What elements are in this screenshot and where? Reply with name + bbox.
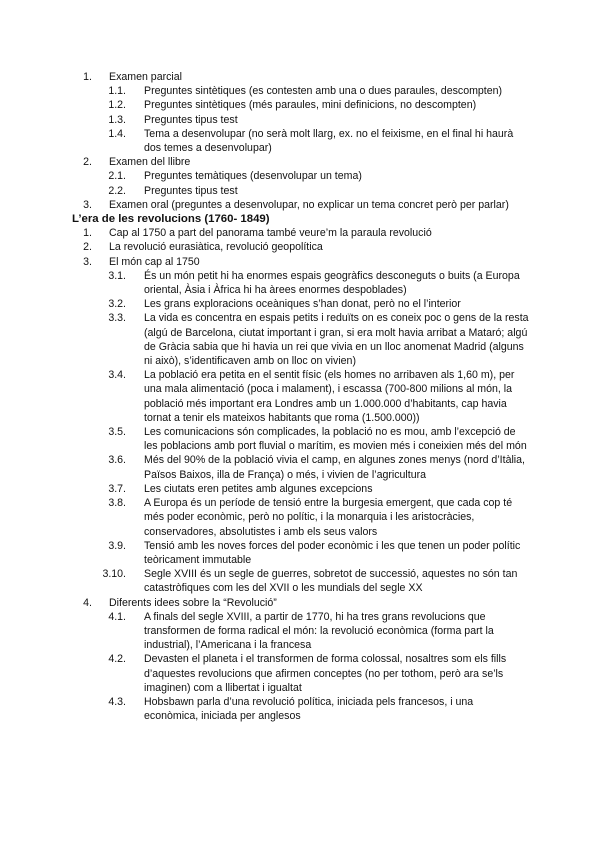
list-item-number: 4. [83,596,92,609]
list-item-text: El món cap al 1750 [109,255,200,268]
list-item [0,596,600,610]
sub-list-item [0,84,600,98]
sub-list-item-number: 4.3. [108,695,126,708]
sub-list-item [0,368,600,425]
sub-list-item [0,652,600,695]
sub-list-item-number: 3.3. [108,312,126,325]
revolutions-notes-list [0,226,600,723]
sub-list-item-number: 3.7. [108,482,126,495]
sub-list-item [0,113,600,127]
sub-list-item-text: Les ciutats eren petites amb algunes excepcions [144,482,373,495]
list-item-number: 1. [83,227,92,240]
list-item-text: Examen parcial [109,71,183,83]
sub-list-item-number: 1.4. [108,127,126,140]
sub-list-item-text: És un món petit hi ha enormes espais geogràfics desconeguts o buits (a Europa oriental, Àsia i Àfrica hi ha àrees enormes despoblades) [144,269,520,297]
sub-list-item-number: 2.1. [108,170,126,183]
sub-list-item-text: La població era petita en el sentit físic (els homes no arribaven als 1,60 m), per una mala alimentació (poca i malament), i escassa (700-800 milions al món, la població més important era Londres amb un 1.000.000 d’habitants, cap havia tornat a tenir els mateixos habitants que roma (1.500.000)) [144,369,515,424]
list-item-number: 3. [83,255,92,268]
sub-list-item [0,539,600,567]
sub-list-item-text: Hobsbawn parla d’una revolució política, iniciada pels francesos, i una econòmica, iniciada per anglesos [144,695,474,723]
sub-list-item [0,127,600,155]
sub-list-item [0,98,600,112]
list-item-text: Cap al 1750 a part del panorama també veure’m la paraula revolució [109,227,432,240]
sub-list-item-number: 2.2. [108,184,126,197]
sub-list-item [0,297,600,311]
list-item-number: 3. [83,198,92,211]
sub-list-item [0,496,600,539]
sub-list-item [0,269,600,297]
sub-list-item [0,567,600,595]
sub-list-item-text: Més del 90% de la població vivia el camp, en algunes zones menys (nord d’Itàlia, Països Baixos, illa de França) o més, i vivien de l’agricultura [144,454,525,481]
sub-list-item-text: La vida es concentra en espais petits i reduïts on es coneix poc o gens de la resta (algú de Barcelona, ciutat important i gran, si era molt havia arribat a Mataró; algú de Gràcia sabia que hi havia un rei que vivia en un lloc anomenat Madrid (alguns ni això), s’identificaven amb on lloc on vivien) [144,312,529,368]
list-item-number: 2. [83,241,92,254]
sub-list-item-number: 3.8. [108,497,126,510]
exam-structure-list [0,70,600,212]
sub-list-item-number: 1.2. [108,99,126,112]
sub-list-item-number: 4.2. [108,653,126,666]
sub-list-item-text: Preguntes sintètiques (més paraules, mini definicions, no descompten) [144,99,477,112]
list-item-number: 1. [83,71,92,83]
list-item [0,198,600,212]
sub-list-item [0,184,600,198]
list-item-text: Examen del llibre [109,156,191,169]
sub-list-item-text: Tema a desenvolupar (no serà molt llarg, ex. no el feixisme, en el final hi haurà dos temes a desenvolupar) [144,127,514,155]
list-item-text: Diferents idees sobre la “Revolució” [109,596,277,609]
list-item [0,255,600,269]
sub-list-item-text: Les grans exploracions oceàniques s’han donat, però no el l’interior [144,298,461,311]
sub-list-item-number: 1.3. [108,113,126,126]
sub-list-item-text: Preguntes temàtiques (desenvolupar un tema) [144,170,362,183]
sub-list-item [0,169,600,183]
list-item [0,226,600,240]
sub-list-item-text: Segle XVIII és un segle de guerres, sobretot de successió, aquestes no són tan catastròfiques com les del XVII o les mundials del segle XX [144,568,518,595]
sub-list-item-number: 3.5. [108,426,126,439]
sub-list-item [0,453,600,481]
section-heading: L’era de les revolucions (1760- 1849) [72,213,270,226]
sub-list-item-text: Preguntes tipus test [144,184,238,197]
sub-list-item-text: Preguntes tipus test [144,113,238,126]
list-item [0,240,600,254]
sub-list-item [0,610,600,653]
sub-list-item-number: 3.10. [102,568,126,581]
list-item [0,70,600,84]
sub-list-item-text: A finals del segle XVIII, a partir de 1770, hi ha tres grans revolucions que transformen de forma radical el món: la revolució econòmica (forma part la industrial), l’Americana i la francesa [144,610,494,652]
sub-list-item-text: Preguntes sintètiques (es contesten amb una o dues paraules, descompten) [144,85,503,98]
sub-list-item-number: 3.9. [108,539,126,552]
sub-list-item-text: Tensió amb les noves forces del poder econòmic i les que tenen un poder polític teòricament immutable [144,539,521,566]
list-item-text: Examen oral (preguntes a desenvolupar, no explicar un tema concret però per parlar) [109,198,509,211]
sub-list-item-text: A Europa és un període de tensió entre la burgesia emergent, que cada cop té més poder econòmic, però no polític, i la monarquia i les aristocràcies, conservadores, absolutistes i amb els seus valors [144,497,513,538]
list-item-text: La revolució eurasiàtica, revolució geopolítica [109,241,323,254]
sub-list-item-number: 1.1. [108,85,126,98]
sub-list-item-text: Devasten el planeta i el transformen de forma colossal, nosaltres som els fills d’aquestes revolucions que afirmen conceptes (no per tothom, però ara se’ls imaginen) com a llibertat i igualtat [144,653,507,694]
sub-list-item [0,695,600,723]
sub-list-item [0,425,600,453]
sub-list-item [0,311,600,368]
document-content [0,70,600,723]
sub-list-item [0,482,600,496]
sub-list-item-number: 4.1. [108,610,126,623]
sub-list-item-number: 3.6. [108,454,126,467]
sub-list-item-text: Les comunicacions són complicades, la població no es mou, amb l’excepció de les poblacions amb port fluvial o marítim, es movien més i coneixien més del món [144,426,527,453]
list-item-number: 2. [83,156,92,169]
sub-list-item-number: 3.4. [108,369,126,382]
sub-list-item-number: 3.1. [108,269,126,282]
list-item [0,155,600,169]
sub-list-item-number: 3.2. [108,298,126,311]
